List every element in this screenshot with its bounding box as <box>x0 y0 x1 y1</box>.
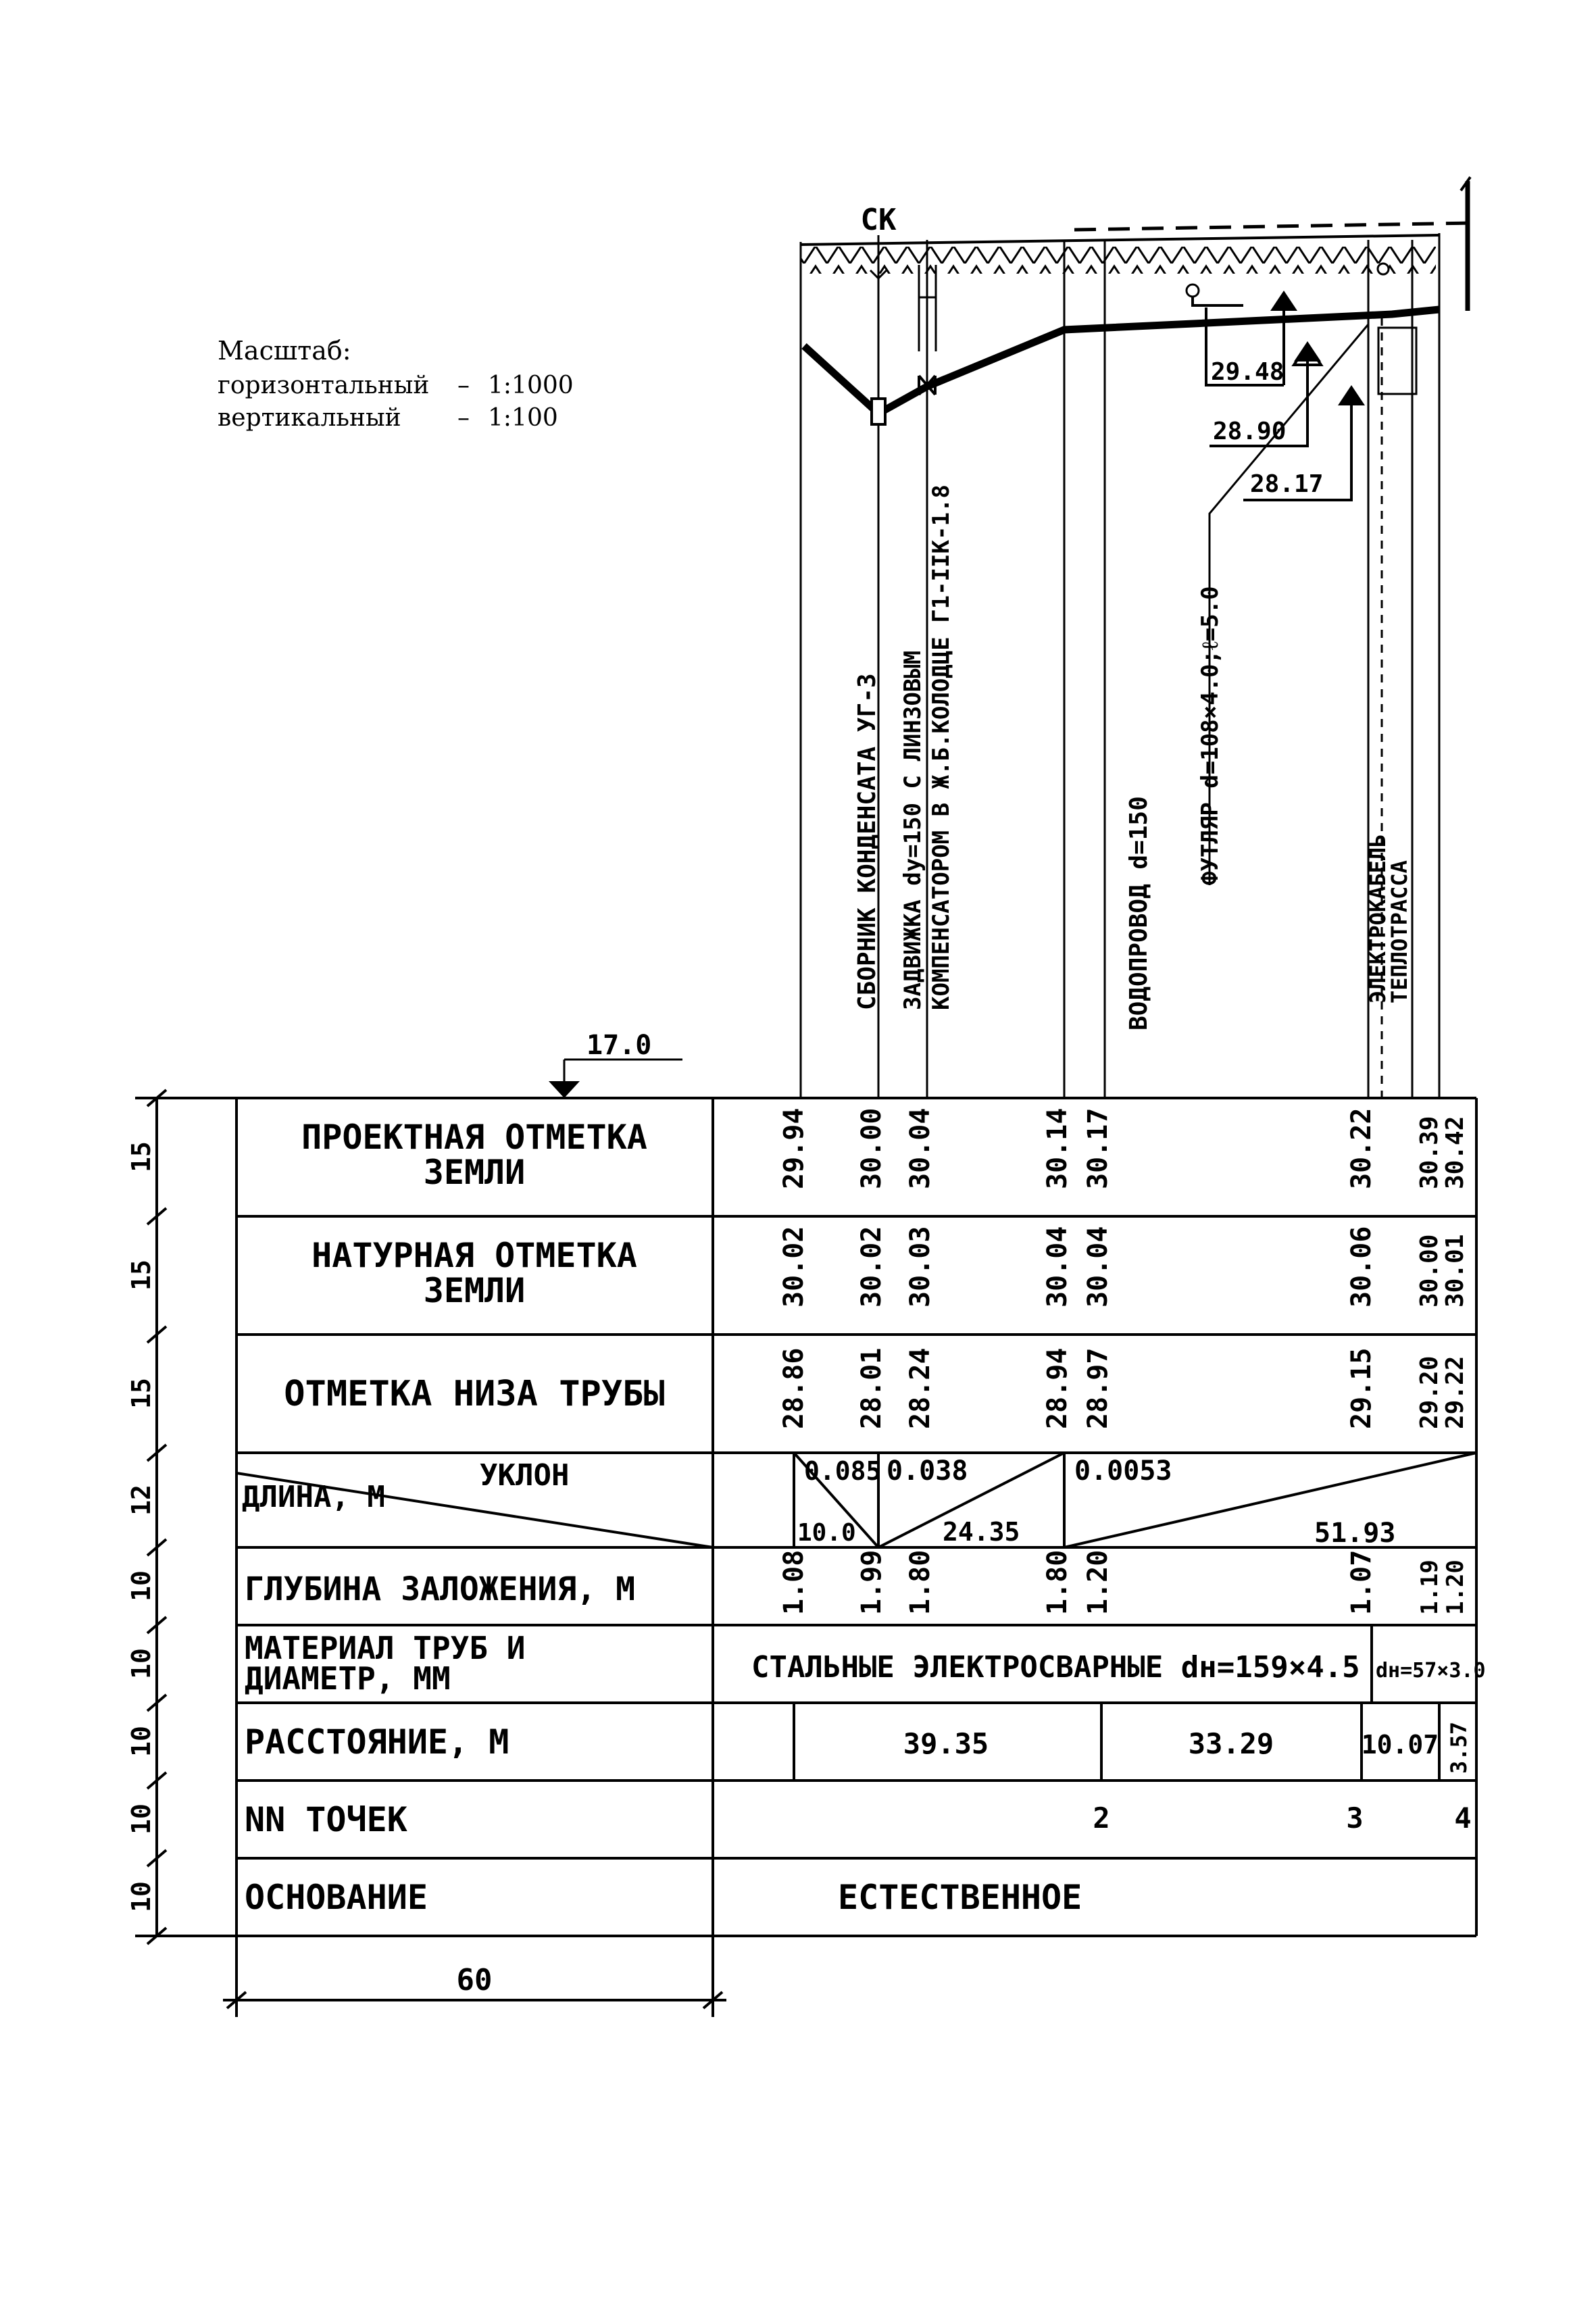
profile-section <box>549 177 1473 1098</box>
design-elevation-7: 30.39 <box>1416 1116 1443 1189</box>
elevation-mark-2: 28.90 <box>1213 418 1287 445</box>
design-ground-dashed <box>1074 223 1473 230</box>
scale-note <box>218 336 574 432</box>
row-label-natural-1: НАТУРНАЯ ОТМЕТКА <box>311 1236 637 1275</box>
row-height-7: 10 <box>126 1726 156 1757</box>
row-label-base: ОСНОВАНИЕ <box>245 1878 428 1917</box>
row-label-length: ДЛИНА, М <box>242 1480 385 1514</box>
length-2: 24.35 <box>943 1517 1020 1547</box>
row-height-6: 10 <box>126 1648 156 1679</box>
pipe-bottom-6: 29.15 <box>1346 1347 1377 1429</box>
pipe-bottom-8: 29.22 <box>1441 1355 1469 1429</box>
pipe-bottom-cells <box>778 1348 1469 1429</box>
natural-elevation-8: 30.01 <box>1441 1234 1469 1308</box>
distance-2: 33.29 <box>1188 1727 1274 1760</box>
distance-1: 39.35 <box>903 1727 989 1760</box>
elevation-mark-1: 29.48 <box>1211 358 1285 386</box>
annotation-cable: ЭЛЕКТРОКАБЕЛЬ <box>1365 834 1391 1003</box>
annotation-collector: СБОРНИК КОНДЕНСАТА УГ-3 <box>853 673 881 1010</box>
row-label-material-1: МАТЕРИАЛ ТРУБ И <box>245 1630 526 1666</box>
annotation-water-pipe: ВОДОПРОВОД d=150 <box>1125 796 1153 1030</box>
depth-6: 1.07 <box>1346 1549 1377 1615</box>
row-label-design-2: ЗЕМЛИ <box>423 1153 526 1192</box>
depth-7: 1.19 <box>1416 1560 1443 1615</box>
depth-4: 1.80 <box>1042 1549 1073 1615</box>
pipe-bottom-4: 28.94 <box>1042 1347 1073 1429</box>
row-label-material-2: ДИАМЕТР, ММ <box>245 1660 451 1697</box>
label-column-width: 60 <box>456 1963 493 1997</box>
row-height-8: 10 <box>126 1803 156 1835</box>
slope-3: 0.0053 <box>1074 1455 1172 1487</box>
sleeve-leader <box>1210 324 1368 885</box>
slope-length-cells <box>797 1455 1395 1549</box>
pipe-bottom-1: 28.86 <box>778 1347 809 1429</box>
depth-5: 1.20 <box>1082 1549 1114 1615</box>
scale-vertical-value: 1:100 <box>488 404 558 432</box>
row-height-1: 15 <box>126 1141 156 1172</box>
design-elevation-4: 30.14 <box>1042 1107 1073 1189</box>
scale-horizontal-value: 1:1000 <box>488 372 574 399</box>
start-mark: 17.0 <box>587 1030 652 1061</box>
natural-elevation-7: 30.00 <box>1416 1234 1443 1308</box>
elevation-mark-3: 28.17 <box>1250 470 1324 498</box>
natural-elevation-5: 30.04 <box>1082 1226 1114 1308</box>
cable-marker <box>1378 264 1389 274</box>
design-elevation-2: 30.00 <box>856 1107 887 1189</box>
row-height-dimensions <box>126 1141 156 1912</box>
heat-duct-box <box>1378 328 1416 394</box>
scale-vertical-label: вертикальный <box>218 404 401 432</box>
pipe-bottom-7: 29.20 <box>1416 1355 1443 1429</box>
depth-2: 1.99 <box>856 1549 887 1615</box>
row-label-pipe-bottom: ОТМЕТКА НИЗА ТРУБЫ <box>284 1374 665 1414</box>
natural-elevation-2: 30.02 <box>856 1226 887 1308</box>
pipe-bottom-3: 28.24 <box>905 1347 936 1429</box>
profile-top-label: СК <box>860 203 897 237</box>
annotation-valve-1: ЗАДВИЖКА dу=150 С ЛИНЗОВЫМ <box>899 650 926 1010</box>
pipe-bottom-2: 28.01 <box>856 1347 887 1429</box>
base-value: ЕСТЕСТВЕННОЕ <box>838 1878 1082 1917</box>
depth-cells <box>778 1550 1469 1615</box>
row-labels <box>242 1118 665 1917</box>
design-elevation-6: 30.22 <box>1346 1107 1377 1189</box>
scale-dash-1: – <box>457 372 470 399</box>
row-height-5: 10 <box>126 1570 156 1601</box>
elevation-callout-2 <box>1210 341 1321 446</box>
point-2: 2 <box>1093 1801 1110 1835</box>
depth-8: 1.20 <box>1442 1560 1469 1615</box>
row-label-distance: РАССТОЯНИЕ, М <box>245 1722 509 1762</box>
length-1: 10.0 <box>797 1519 856 1547</box>
ground-hatch <box>801 247 1436 274</box>
row-label-depth: ГЛУБИНА ЗАЛОЖЕНИЯ, М <box>245 1570 635 1608</box>
natural-elevation-cells <box>778 1226 1469 1308</box>
dimension-ticks <box>147 1090 722 2008</box>
row-label-natural-2: ЗЕМЛИ <box>423 1271 526 1310</box>
scale-dash-2: – <box>457 404 470 432</box>
slope-2: 0.038 <box>887 1455 968 1487</box>
point-3: 3 <box>1346 1801 1364 1835</box>
natural-elevation-1: 30.02 <box>778 1226 809 1308</box>
design-elevation-8: 30.42 <box>1441 1116 1469 1189</box>
natural-elevation-4: 30.04 <box>1042 1226 1073 1308</box>
profile-table <box>126 1090 1486 2017</box>
row-height-4: 12 <box>126 1485 156 1516</box>
annotation-sleeve: ФУТЛЯР d=108×4.0;ℓ=5.0 <box>1197 586 1224 885</box>
start-mark-arrow <box>549 1081 580 1098</box>
scale-title: Масштаб: <box>218 336 351 366</box>
ground-line <box>801 235 1439 245</box>
annotation-valve-2: КОМПЕНСАТОРОМ В Ж.Б.КОЛОДЦЕ Г1-IIК-1.8 <box>928 484 955 1010</box>
row-height-9: 10 <box>126 1881 156 1912</box>
point-4: 4 <box>1454 1801 1472 1835</box>
row-height-2: 15 <box>126 1260 156 1291</box>
design-elevation-5: 30.17 <box>1082 1107 1114 1189</box>
slope-1: 0.085 <box>804 1456 882 1486</box>
scale-horizontal-label: горизонтальный <box>218 372 430 399</box>
water-pipe-marker <box>1187 284 1199 297</box>
design-elevation-cells <box>778 1108 1469 1189</box>
row-label-design-1: ПРОЕКТНАЯ ОТМЕТКА <box>301 1118 647 1157</box>
annotation-heat-duct: ТЕПЛОТРАССА <box>1387 860 1412 1003</box>
distance-4: 3.57 <box>1446 1721 1472 1774</box>
length-3: 51.93 <box>1314 1518 1396 1549</box>
depth-3: 1.80 <box>905 1549 936 1615</box>
design-elevation-1: 29.94 <box>778 1107 809 1189</box>
natural-elevation-3: 30.03 <box>905 1226 936 1308</box>
material-main: СТАЛЬНЫЕ ЭЛЕКТРОСВАРНЫЕ dн=159×4.5 <box>751 1650 1360 1685</box>
distance-3: 10.07 <box>1361 1730 1439 1760</box>
condensate-collector <box>872 399 885 424</box>
pipe-bottom-5: 28.97 <box>1082 1347 1114 1429</box>
depth-1: 1.08 <box>778 1549 809 1615</box>
material-end: dн=57×3.0 <box>1376 1659 1486 1683</box>
row-label-points: NN ТОЧЕК <box>245 1800 407 1839</box>
natural-elevation-6: 30.06 <box>1346 1226 1377 1308</box>
row-height-3: 15 <box>126 1378 156 1409</box>
row-label-slope: УКЛОН <box>480 1458 570 1493</box>
design-elevation-3: 30.04 <box>905 1107 936 1189</box>
guide-lines <box>801 233 1439 1098</box>
